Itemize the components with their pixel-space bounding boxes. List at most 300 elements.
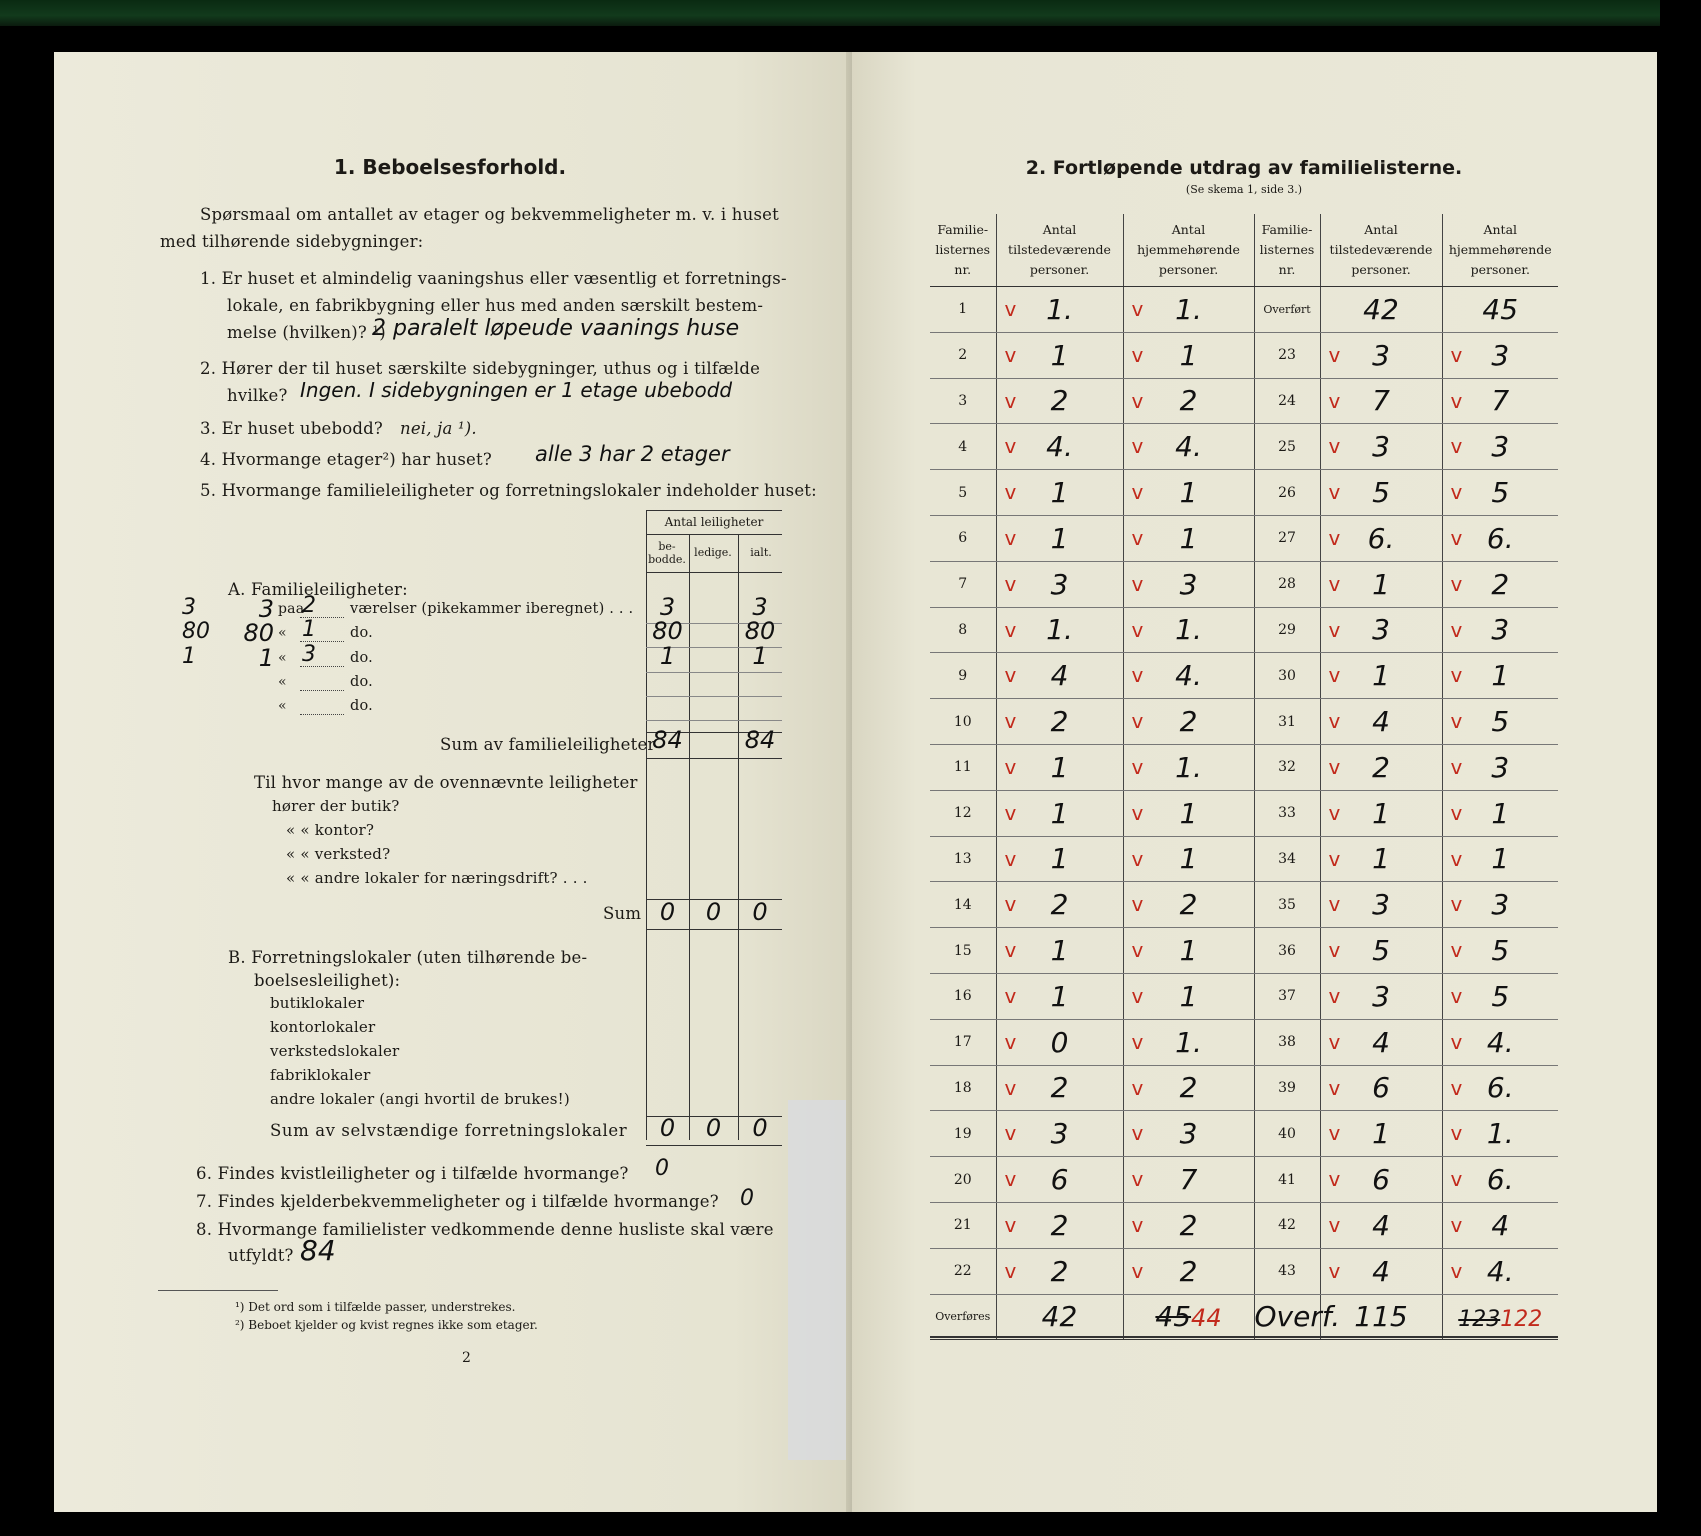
checkmark-icon: v bbox=[1131, 342, 1144, 367]
q6: 6. Findes kvistleiligheter og i tilfælde hvormange? bbox=[196, 1164, 629, 1183]
resident-count-2-text: 1 bbox=[1491, 842, 1510, 876]
list-nr-2-text: 27 bbox=[1278, 530, 1296, 547]
resident-count-text: 4. bbox=[1175, 659, 1202, 693]
resident-count-2 bbox=[1442, 1248, 1558, 1294]
shop-row-label: « « andre lokaler for næringsdrift? . . . bbox=[286, 869, 588, 887]
resident-count bbox=[1123, 1157, 1254, 1203]
q4-answer: alle 3 har 2 etager bbox=[535, 442, 730, 466]
resident-count-2 bbox=[1442, 653, 1558, 699]
present-count-2-text: 2 bbox=[1372, 750, 1390, 784]
list-nr-text: 13 bbox=[953, 850, 972, 867]
table-row bbox=[930, 653, 1558, 699]
lt-group-header: Antal leiligheter bbox=[664, 515, 764, 529]
list-nr-2 bbox=[1254, 1157, 1320, 1203]
resident-count bbox=[1123, 882, 1254, 928]
list-nr-2 bbox=[1254, 653, 1320, 699]
resident-count bbox=[1123, 1065, 1254, 1111]
list-nr bbox=[930, 1248, 996, 1294]
footer-resident-2 bbox=[1442, 1294, 1558, 1340]
lt-row-rule bbox=[646, 696, 782, 697]
q8-line-b: utfyldt? bbox=[228, 1246, 294, 1265]
list-nr-2 bbox=[1254, 515, 1320, 561]
resident-count-text: 1 bbox=[1179, 979, 1198, 1013]
list-nr-text: 9 bbox=[958, 667, 968, 684]
present-count-2-text: 7 bbox=[1372, 384, 1390, 418]
footer-resident-text: 45 bbox=[1155, 1300, 1192, 1334]
table-row bbox=[930, 561, 1558, 607]
list-nr-2-text: 29 bbox=[1278, 621, 1296, 638]
resident-count bbox=[1123, 424, 1254, 470]
list-nr-2 bbox=[1254, 1202, 1320, 1248]
list-nr-2 bbox=[1254, 561, 1320, 607]
checkmark-icon: v bbox=[1131, 480, 1144, 505]
resident-count-2-text: 5 bbox=[1491, 705, 1510, 739]
present-count-2 bbox=[1320, 744, 1442, 790]
checkmark-icon: v bbox=[1131, 892, 1144, 917]
present-count-2 bbox=[1320, 1065, 1442, 1111]
list-nr-2-text: 23 bbox=[1278, 347, 1296, 364]
checkmark-icon: v bbox=[1450, 1258, 1463, 1283]
resident-count-2 bbox=[1442, 1202, 1558, 1248]
checkmark-icon: v bbox=[1450, 663, 1463, 688]
resident-count bbox=[1123, 744, 1254, 790]
checkmark-icon: v bbox=[1131, 1075, 1144, 1100]
present-count-text: 2 bbox=[1050, 705, 1069, 739]
lt-col-bebodde: be- bodde. bbox=[648, 540, 686, 566]
checkmark-icon: v bbox=[1004, 571, 1017, 596]
resident-count-text: 1. bbox=[1175, 750, 1202, 784]
list-nr-2-text: 40 bbox=[1278, 1125, 1296, 1142]
list-nr-2 bbox=[1254, 699, 1320, 745]
present-count-2 bbox=[1320, 836, 1442, 882]
resident-count-2 bbox=[1442, 378, 1558, 424]
list-nr bbox=[930, 515, 996, 561]
row-prefix: « bbox=[278, 698, 287, 714]
list-nr bbox=[930, 699, 996, 745]
resident-count-2-text: 1. bbox=[1486, 1117, 1514, 1151]
list-nr-2-text: 26 bbox=[1278, 484, 1296, 501]
present-count-2-text: 42 bbox=[1363, 292, 1399, 326]
table-row bbox=[930, 1202, 1558, 1248]
checkmark-icon: v bbox=[1450, 983, 1463, 1008]
list-nr-2 bbox=[1254, 287, 1320, 333]
table-row bbox=[930, 973, 1558, 1019]
list-nr bbox=[930, 882, 996, 928]
list-nr bbox=[930, 653, 996, 699]
resident-count-text: 3 bbox=[1179, 567, 1198, 601]
resident-count-2 bbox=[1442, 1157, 1558, 1203]
resident-count-2-text: 1 bbox=[1491, 796, 1510, 830]
right-title: 2. Fortløpende utdrag av familielisterne. bbox=[1025, 157, 1463, 179]
list-nr bbox=[930, 1111, 996, 1157]
list-nr-2-text: 30 bbox=[1278, 667, 1296, 684]
present-count-text: 1 bbox=[1050, 750, 1069, 784]
present-count-text: 2 bbox=[1050, 1071, 1069, 1105]
resident-count-text: 1 bbox=[1179, 934, 1198, 968]
present-count bbox=[996, 653, 1123, 699]
table-row bbox=[930, 1111, 1558, 1157]
list-nr-text: 19 bbox=[953, 1125, 972, 1142]
present-count-2-text: 6 bbox=[1372, 1071, 1390, 1105]
footer-resident-corrected: 44 bbox=[1191, 1304, 1222, 1333]
table-row bbox=[930, 882, 1558, 928]
resident-count bbox=[1123, 973, 1254, 1019]
list-nr-text: 20 bbox=[953, 1171, 972, 1188]
list-nr-2-text: Overført bbox=[1263, 302, 1311, 316]
section-a-title: A. Familieleiligheter: bbox=[228, 580, 408, 599]
row-count: 1 bbox=[258, 644, 274, 672]
present-count bbox=[996, 790, 1123, 836]
list-nr bbox=[930, 1157, 996, 1203]
checkmark-icon: v bbox=[1328, 480, 1341, 505]
list-nr bbox=[930, 470, 996, 516]
resident-count-2-text: 5 bbox=[1491, 934, 1510, 968]
table-row bbox=[930, 470, 1558, 516]
row-count: 3 bbox=[258, 595, 274, 623]
checkmark-icon: v bbox=[1450, 434, 1463, 459]
resident-count-text: 2 bbox=[1179, 384, 1198, 418]
resident-count-2 bbox=[1442, 836, 1558, 882]
present-count bbox=[996, 1157, 1123, 1203]
present-count bbox=[996, 607, 1123, 653]
list-nr-text: 18 bbox=[953, 1079, 972, 1096]
row-bebodde: 80 bbox=[652, 617, 683, 645]
family-list-table bbox=[930, 214, 1558, 1340]
present-count-text: 1 bbox=[1050, 338, 1069, 372]
resident-count-2-text: 4. bbox=[1486, 1025, 1514, 1059]
resident-count-2-text: 6. bbox=[1486, 521, 1514, 555]
list-nr bbox=[930, 1019, 996, 1065]
checkmark-icon: v bbox=[1004, 342, 1017, 367]
row-ialt: 3 bbox=[752, 593, 768, 621]
footer-label bbox=[930, 1294, 996, 1340]
checkmark-icon: v bbox=[1328, 754, 1341, 779]
list-nr-2-text: 36 bbox=[1278, 942, 1296, 959]
present-count-2 bbox=[1320, 1248, 1442, 1294]
present-count bbox=[996, 1202, 1123, 1248]
footer-resident-2-corrected: 122 bbox=[1500, 1307, 1543, 1333]
checkmark-icon: v bbox=[1328, 571, 1341, 596]
checkmark-icon: v bbox=[1328, 1029, 1341, 1054]
checkmark-icon: v bbox=[1131, 938, 1144, 963]
present-count-text: 2 bbox=[1050, 888, 1069, 922]
checkmark-icon: v bbox=[1004, 1075, 1017, 1100]
table-header-row bbox=[930, 214, 1558, 287]
list-nr-text: 2 bbox=[958, 347, 968, 364]
resident-count bbox=[1123, 1019, 1254, 1065]
checkmark-icon: v bbox=[1450, 938, 1463, 963]
row-label: do. bbox=[350, 650, 373, 666]
table-row bbox=[930, 836, 1558, 882]
resident-count-text: 3 bbox=[1179, 1117, 1198, 1151]
list-nr bbox=[930, 790, 996, 836]
present-count-2 bbox=[1320, 561, 1442, 607]
q3: 3. Er huset ubebodd? bbox=[200, 419, 383, 438]
resident-count bbox=[1123, 790, 1254, 836]
present-count bbox=[996, 882, 1123, 928]
present-count bbox=[996, 424, 1123, 470]
resident-count bbox=[1123, 378, 1254, 424]
sum-val-bebodde: 0 bbox=[659, 898, 676, 926]
resident-count bbox=[1123, 515, 1254, 561]
left-title: 1. Beboelsesforhold. bbox=[333, 155, 567, 179]
row-label: do. bbox=[350, 674, 373, 690]
checkmark-icon: v bbox=[1450, 388, 1463, 413]
checkmark-icon: v bbox=[1004, 388, 1017, 413]
list-nr-text: 11 bbox=[953, 759, 972, 776]
checkmark-icon: v bbox=[1328, 938, 1341, 963]
present-count-2-text: 1 bbox=[1372, 1117, 1390, 1151]
checkmark-icon: v bbox=[1004, 617, 1017, 642]
checkmark-icon: v bbox=[1328, 983, 1341, 1008]
resident-count bbox=[1123, 470, 1254, 516]
present-count-2 bbox=[1320, 1019, 1442, 1065]
present-count-2 bbox=[1320, 378, 1442, 424]
checkmark-icon: v bbox=[1328, 342, 1341, 367]
list-nr bbox=[930, 973, 996, 1019]
checkmark-icon: v bbox=[1328, 617, 1341, 642]
page-number: 2 bbox=[462, 1350, 471, 1366]
present-count-2-text: 3 bbox=[1372, 888, 1390, 922]
list-nr-2 bbox=[1254, 882, 1320, 928]
table-row bbox=[930, 607, 1558, 653]
footer-present bbox=[996, 1294, 1123, 1340]
row-margin-note: 80 bbox=[182, 619, 210, 644]
table-row bbox=[930, 790, 1558, 836]
checkmark-icon: v bbox=[1450, 571, 1463, 596]
resident-count-2-text: 1 bbox=[1491, 659, 1510, 693]
lt-header-rule bbox=[646, 534, 782, 535]
lt-subheader-rule bbox=[646, 572, 782, 573]
list-nr bbox=[930, 607, 996, 653]
checkmark-icon: v bbox=[1450, 480, 1463, 505]
checkmark-icon: v bbox=[1004, 846, 1017, 871]
sum-fam-label: Sum av familieleiligheter bbox=[440, 735, 656, 754]
list-nr-2-text: 37 bbox=[1278, 988, 1296, 1005]
present-count-2-text: 3 bbox=[1372, 613, 1390, 647]
header-nr-1: Familie-listernes nr. bbox=[930, 214, 996, 287]
list-nr-2-text: 31 bbox=[1278, 713, 1296, 730]
resident-count-2-text: 3 bbox=[1491, 430, 1510, 464]
checkmark-icon: v bbox=[1004, 938, 1017, 963]
present-count-text: 0 bbox=[1050, 1025, 1069, 1059]
table-row bbox=[930, 1248, 1558, 1294]
list-nr-text: 10 bbox=[953, 713, 972, 730]
present-count-2-text: 1 bbox=[1372, 567, 1390, 601]
checkmark-icon: v bbox=[1004, 892, 1017, 917]
q4: 4. Hvormange etager²) har huset? bbox=[200, 450, 492, 469]
present-count-text: 1. bbox=[1046, 292, 1073, 326]
footnote-1: ¹) Det ord som i tilfælde passer, understrekes. bbox=[235, 1300, 516, 1314]
resident-count-2-text: 2 bbox=[1491, 567, 1510, 601]
resident-count bbox=[1123, 836, 1254, 882]
present-count bbox=[996, 973, 1123, 1019]
list-nr-2 bbox=[1254, 332, 1320, 378]
present-count bbox=[996, 836, 1123, 882]
present-count-2 bbox=[1320, 653, 1442, 699]
list-nr-2-text: 24 bbox=[1278, 392, 1296, 409]
resident-count-2 bbox=[1442, 515, 1558, 561]
checkmark-icon: v bbox=[1131, 1029, 1144, 1054]
present-count-text: 1. bbox=[1046, 613, 1073, 647]
top-scan-strip bbox=[0, 0, 1660, 26]
list-nr-text: 7 bbox=[958, 576, 968, 593]
list-nr-2-text: 25 bbox=[1278, 438, 1296, 455]
right-subtitle: (Se skema 1, side 3.) bbox=[1185, 183, 1303, 196]
checkmark-icon: v bbox=[1131, 754, 1144, 779]
checkmark-icon: v bbox=[1450, 800, 1463, 825]
footnote-rule bbox=[158, 1290, 278, 1291]
present-count bbox=[996, 287, 1123, 333]
checkmark-icon: v bbox=[1131, 1258, 1144, 1283]
lt-row-rule bbox=[646, 720, 782, 721]
resident-count bbox=[1123, 1111, 1254, 1157]
present-count bbox=[996, 1065, 1123, 1111]
footer-label-text: Overføres bbox=[935, 1310, 991, 1324]
table-row bbox=[930, 699, 1558, 745]
resident-count-text: 2 bbox=[1179, 1071, 1198, 1105]
present-count-2-text: 3 bbox=[1372, 430, 1390, 464]
checkmark-icon: v bbox=[1450, 1121, 1463, 1146]
present-count-2 bbox=[1320, 699, 1442, 745]
list-nr-2 bbox=[1254, 928, 1320, 974]
present-count bbox=[996, 1248, 1123, 1294]
row-bebodde: 1 bbox=[659, 642, 676, 670]
table-row bbox=[930, 287, 1558, 333]
present-count-2 bbox=[1320, 882, 1442, 928]
list-nr-2 bbox=[1254, 1019, 1320, 1065]
resident-count-2 bbox=[1442, 424, 1558, 470]
checkmark-icon: v bbox=[1131, 663, 1144, 688]
footer-nr-2-text: Overf. bbox=[1254, 1300, 1341, 1334]
resident-count-2 bbox=[1442, 1019, 1558, 1065]
checkmark-icon: v bbox=[1328, 800, 1341, 825]
present-count-2-text: 4 bbox=[1372, 1254, 1390, 1288]
checkmark-icon: v bbox=[1450, 1075, 1463, 1100]
list-nr-2 bbox=[1254, 424, 1320, 470]
list-nr bbox=[930, 1202, 996, 1248]
list-nr-2 bbox=[1254, 378, 1320, 424]
checkmark-icon: v bbox=[1450, 846, 1463, 871]
present-count bbox=[996, 470, 1123, 516]
footer-present-2-text: 115 bbox=[1354, 1300, 1408, 1334]
resident-count bbox=[1123, 653, 1254, 699]
present-count-2 bbox=[1320, 332, 1442, 378]
checkmark-icon: v bbox=[1004, 297, 1017, 321]
present-count-text: 3 bbox=[1050, 567, 1069, 601]
list-nr-2-text: 35 bbox=[1278, 896, 1296, 913]
present-count-2 bbox=[1320, 928, 1442, 974]
resident-count-text: 2 bbox=[1179, 705, 1198, 739]
present-count-text: 1 bbox=[1050, 934, 1069, 968]
checkmark-icon: v bbox=[1328, 388, 1341, 413]
list-nr-text: 4 bbox=[958, 438, 968, 455]
resident-count-text: 1. bbox=[1175, 613, 1202, 647]
present-count-text: 1 bbox=[1050, 979, 1069, 1013]
resident-count-2-text: 4 bbox=[1491, 1208, 1510, 1242]
checkmark-icon: v bbox=[1131, 617, 1144, 642]
present-count-2 bbox=[1320, 1157, 1442, 1203]
q1-answer: 2 paralelt løpeude vaanings huse bbox=[372, 316, 740, 341]
present-count-2 bbox=[1320, 287, 1442, 333]
totals-row bbox=[930, 1294, 1558, 1340]
checkmark-icon: v bbox=[1131, 388, 1144, 413]
resident-count bbox=[1123, 699, 1254, 745]
lt-top-rule bbox=[646, 510, 782, 511]
checkmark-icon: v bbox=[1004, 1167, 1017, 1192]
resident-count-text: 2 bbox=[1179, 1254, 1198, 1288]
checkmark-icon: v bbox=[1450, 617, 1463, 642]
checkmark-icon: v bbox=[1004, 480, 1017, 505]
footnote-2: ²) Beboet kjelder og kvist regnes ikke som etager. bbox=[235, 1318, 538, 1332]
sum-fam-bebodde: 84 bbox=[652, 726, 683, 754]
row-prefix: « bbox=[278, 650, 287, 666]
list-nr-2 bbox=[1254, 836, 1320, 882]
row-prefix: paa bbox=[278, 601, 305, 617]
resident-count bbox=[1123, 1248, 1254, 1294]
sum-label: Sum bbox=[603, 904, 642, 923]
row-label: do. bbox=[350, 698, 373, 714]
present-count bbox=[996, 1019, 1123, 1065]
present-count-text: 4 bbox=[1050, 659, 1069, 693]
present-count-text: 2 bbox=[1050, 384, 1069, 418]
sum-fam-ialt: 84 bbox=[744, 726, 776, 754]
list-nr-2-text: 34 bbox=[1278, 850, 1296, 867]
header-nr-2: Familie-listernes nr. bbox=[1254, 214, 1320, 287]
list-nr-text: 17 bbox=[953, 1034, 972, 1051]
checkmark-icon: v bbox=[1450, 892, 1463, 917]
present-count bbox=[996, 699, 1123, 745]
resident-count-2 bbox=[1442, 287, 1558, 333]
resident-count-text: 1 bbox=[1179, 476, 1198, 510]
table-row bbox=[930, 744, 1558, 790]
list-nr-2-text: 32 bbox=[1278, 759, 1296, 776]
business-row-label: andre lokaler (angi hvortil de brukes!) bbox=[270, 1090, 570, 1108]
row-margin-note: 3 bbox=[182, 595, 196, 620]
resident-count-2-text: 3 bbox=[1491, 750, 1510, 784]
present-count-2-text: 1 bbox=[1372, 659, 1390, 693]
sum-b-ialt: 0 bbox=[752, 1114, 768, 1142]
list-nr bbox=[930, 287, 996, 333]
resident-count-2-text: 7 bbox=[1491, 384, 1510, 418]
shop-row-label: hører der butik? bbox=[272, 797, 400, 815]
resident-count-text: 1 bbox=[1179, 338, 1198, 372]
resident-count-text: 1 bbox=[1179, 842, 1198, 876]
checkmark-icon: v bbox=[1328, 892, 1341, 917]
checkmark-icon: v bbox=[1328, 1212, 1341, 1237]
resident-count-2 bbox=[1442, 790, 1558, 836]
checkmark-icon: v bbox=[1004, 754, 1017, 779]
present-count-text: 1 bbox=[1050, 521, 1069, 555]
row-count: 80 bbox=[243, 619, 274, 647]
resident-count bbox=[1123, 607, 1254, 653]
list-nr-2-text: 43 bbox=[1278, 1263, 1296, 1280]
checkmark-icon: v bbox=[1131, 983, 1144, 1008]
list-nr-2-text: 33 bbox=[1278, 805, 1296, 822]
resident-count-text: 1 bbox=[1179, 796, 1198, 830]
q2-line-b: hvilke? bbox=[227, 386, 288, 405]
list-nr-text: 12 bbox=[953, 805, 972, 822]
row-label: værelser (pikekammer iberegnet) . . . bbox=[350, 601, 634, 617]
resident-count-2 bbox=[1442, 1111, 1558, 1157]
resident-count-text: 2 bbox=[1179, 888, 1198, 922]
shops-question: Til hvor mange av de ovennævnte leiligheter bbox=[254, 773, 638, 792]
table-row bbox=[930, 378, 1558, 424]
present-count-2-text: 1 bbox=[1372, 796, 1390, 830]
present-count-2-text: 3 bbox=[1372, 338, 1390, 372]
lt-col-ledige: ledige. bbox=[694, 546, 732, 559]
present-count-2 bbox=[1320, 1202, 1442, 1248]
